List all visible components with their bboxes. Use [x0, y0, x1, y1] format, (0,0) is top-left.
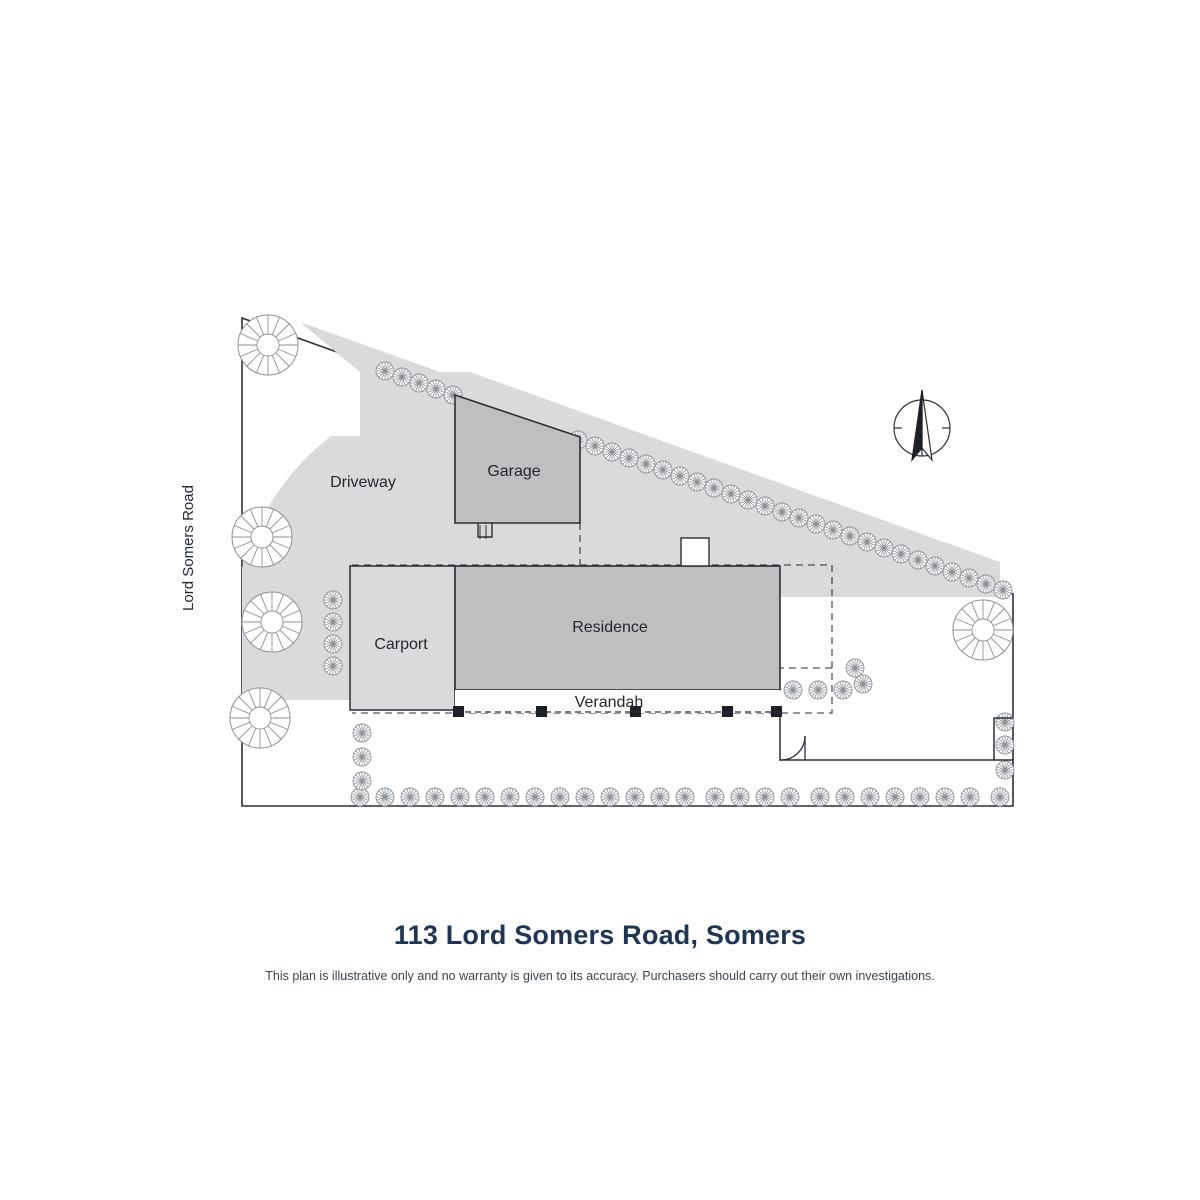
north-arrow-icon	[894, 390, 950, 460]
label-verandah: Verandah	[574, 694, 644, 711]
svg-text:Lord Somers Road: Lord Somers Road	[180, 485, 197, 611]
title-block	[0, 920, 1200, 983]
disclaimer-text: This plan is illustrative only and no warranty is given to its accuracy. Purchasers should carry out their own investigations.	[265, 969, 935, 983]
label-carport: Carport	[374, 636, 428, 653]
label-residence: Residence	[572, 619, 648, 636]
page-title: 113 Lord Somers Road, Somers	[393, 920, 807, 950]
label-driveway: Driveway	[330, 474, 396, 491]
street-name-label	[180, 485, 197, 611]
label-garage: Garage	[487, 463, 541, 480]
